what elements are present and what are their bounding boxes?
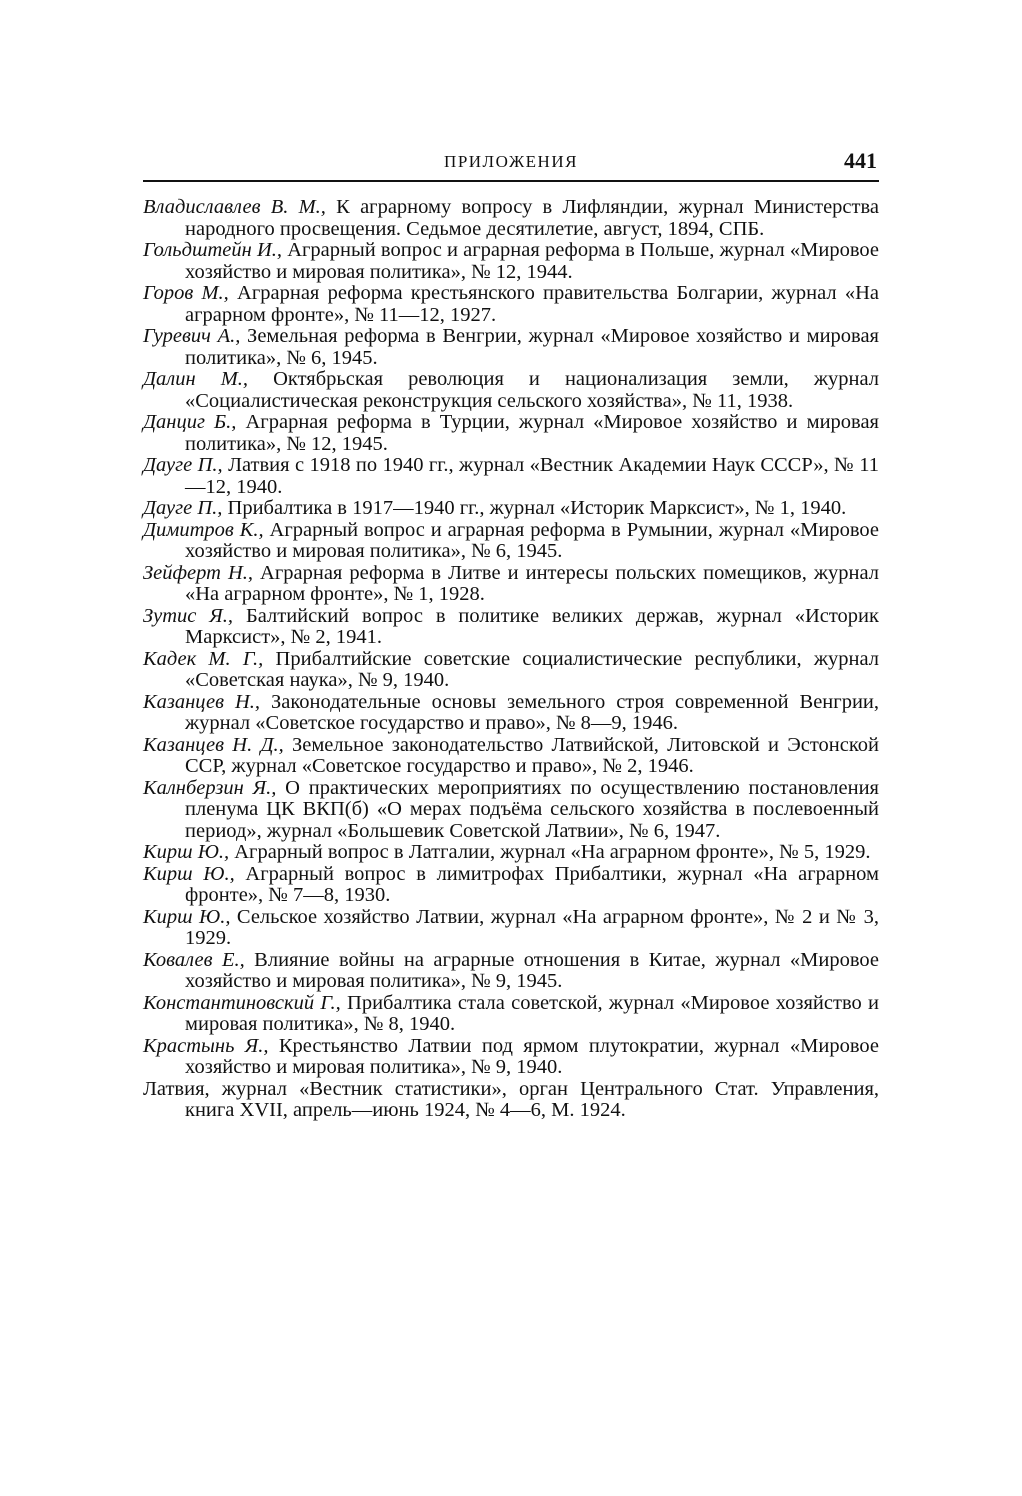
bibliography-entry <box>143 842 879 864</box>
bibliography-entry <box>143 778 879 843</box>
bibliography-entry <box>143 907 879 950</box>
bibliography-entry <box>143 520 879 563</box>
entry-author: Константиновский Г., <box>143 991 341 1014</box>
entry-author: Данциг Б., <box>143 411 237 433</box>
bibliography-entry <box>143 692 879 735</box>
entry-author: Владиславлев В. М., <box>143 196 326 218</box>
bibliography-entry <box>143 455 879 498</box>
bibliography-entry <box>143 326 879 369</box>
bibliography-entry <box>143 563 879 606</box>
entry-author: Дауге П., <box>143 497 223 519</box>
entry-author: Димитров К., <box>143 518 264 541</box>
bibliography-entry <box>143 240 879 283</box>
entry-author: Казанцев Н., <box>143 690 261 713</box>
bibliography-entry <box>143 993 879 1036</box>
bibliography-entry <box>143 735 879 778</box>
entry-author: Зутис Я., <box>143 604 234 627</box>
bibliography-list <box>143 197 879 1122</box>
entry-author: Зейферт Н., <box>143 561 254 584</box>
entry-text: Влияние войны на аграрные отношения в Китае, журнал «Мировое хозяйство и мировая политика», № 9, 1945. <box>185 948 879 992</box>
entry-author: Ковалев Е., <box>143 948 245 971</box>
bibliography-entry <box>143 283 879 326</box>
entry-text: Латвия с 1918 по 1940 гг., журнал «Вестник Академии Наук СССР», № 11—12, 1940. <box>185 454 879 498</box>
entry-author: Крастынь Я., <box>143 1034 269 1057</box>
entry-text: Аграрный вопрос и аграрная реформа в Румынии, журнал «Мировое хозяйство и мировая политика», № 6, 1945. <box>185 518 879 562</box>
entry-text: Прибалтика стала советской, журнал «Мировое хозяйство и мировая политика», № 8, 1940. <box>185 991 879 1035</box>
entry-text: Крестьянство Латвии под ярмом плутократии, журнал «Мировое хозяйство и мировая политика», № 9, 1940. <box>185 1034 879 1078</box>
page-number: 441 <box>844 148 877 173</box>
entry-text: Аграрная реформа в Турции, журнал «Мировое хозяйство и мировая политика», № 12, 1945. <box>185 411 879 455</box>
entry-text: Аграрный вопрос в Латгалии, журнал «На аграрном фронте», № 5, 1929. <box>229 841 871 863</box>
entry-author: Горов М., <box>143 282 229 304</box>
entry-author: Далин М., <box>143 368 249 390</box>
entry-author: Казанцев Н. Д., <box>143 733 284 756</box>
entry-author: Кадек М. Г., <box>143 647 264 670</box>
entry-text: Сельское хозяйство Латвии, журнал «На аграрном фронте», № 2 и № 3, 1929. <box>185 905 879 949</box>
page-header <box>143 148 879 182</box>
bibliography-entry <box>143 197 879 240</box>
bibliography-entry <box>143 412 879 455</box>
entry-text: Аграрная реформа в Литве и интересы польских помещиков, журнал «На аграрном фронте», № 1, 1928. <box>185 561 879 605</box>
bibliography-entry <box>143 606 879 649</box>
entry-author: Гуревич А., <box>143 325 241 347</box>
bibliography-entry <box>143 950 879 993</box>
entry-text: Земельное законодательство Латвийской, Литовской и Эстонской ССР, журнал «Советское государство и право», № 2, 1946. <box>185 733 879 777</box>
entry-author: Кирш Ю., <box>143 841 230 863</box>
entry-text: Балтийский вопрос в политике великих держав, журнал «Историк Марксист», № 2, 1941. <box>185 604 879 648</box>
entry-text: Прибалтика в 1917—1940 гг., журнал «Историк Марксист», № 1, 1940. <box>222 497 847 519</box>
entry-text: Латвия, журнал «Вестник статистики», орган Центрального Стат. Управления, книга XVII, апрель—июнь 1924, № 4—6, М. 1924. <box>143 1077 879 1121</box>
entry-text: Прибалтийские советские социалистические республики, журнал «Советская наука», № 9, 1940. <box>185 647 879 691</box>
entry-text: К аграрному вопросу в Лифляндии, журнал Министерства народного просвещения. Седьмое десятилетие, август, 1894, СПБ. <box>185 196 879 240</box>
entry-author: Гольдштейн И., <box>143 239 283 261</box>
entry-author: Дауге П., <box>143 454 223 476</box>
entry-text: Октябрьская революция и национализация земли, журнал «Социалистическая реконструкция сельского хозяйства», № 11, 1938. <box>185 368 879 412</box>
running-head: ПРИЛОЖЕНИЯ <box>444 152 578 171</box>
entry-text: Аграрный вопрос в лимитрофах Прибалтики, журнал «На аграрном фронте», № 7—8, 1930. <box>185 862 880 906</box>
entry-text: Аграрная реформа крестьянского правительства Болгарии, журнал «На аграрном фронте», № 11—12, 1927. <box>185 282 879 326</box>
entry-text: Аграрный вопрос и аграрная реформа в Польше, журнал «Мировое хозяйство и мировая политика», № 12, 1944. <box>185 239 879 283</box>
entry-author: Кирш Ю., <box>143 905 231 928</box>
entry-author: Калнберзин Я., <box>143 776 277 799</box>
entry-text: Земельная реформа в Венгрии, журнал «Мировое хозяйство и мировая политика», № 6, 1945. <box>185 325 879 369</box>
bibliography-entry <box>143 1079 879 1122</box>
entry-text: О практических мероприятиях по осуществлению постановления пленума ЦК ВКП(б) «О мерах подъёма сельского хозяйства в послевоенный период», журнал «Большевик Советской Латвии», № 6, 1947. <box>185 776 879 842</box>
entry-author: Кирш Ю., <box>143 862 235 885</box>
bibliography-entry <box>143 369 879 412</box>
bibliography-entry <box>143 864 879 907</box>
entry-text: Законодательные основы земельного строя современной Венгрии, журнал «Советское государство и право», № 8—9, 1946. <box>185 690 880 734</box>
bibliography-entry <box>143 1036 879 1079</box>
bibliography-entry <box>143 649 879 692</box>
bibliography-entry <box>143 498 879 520</box>
